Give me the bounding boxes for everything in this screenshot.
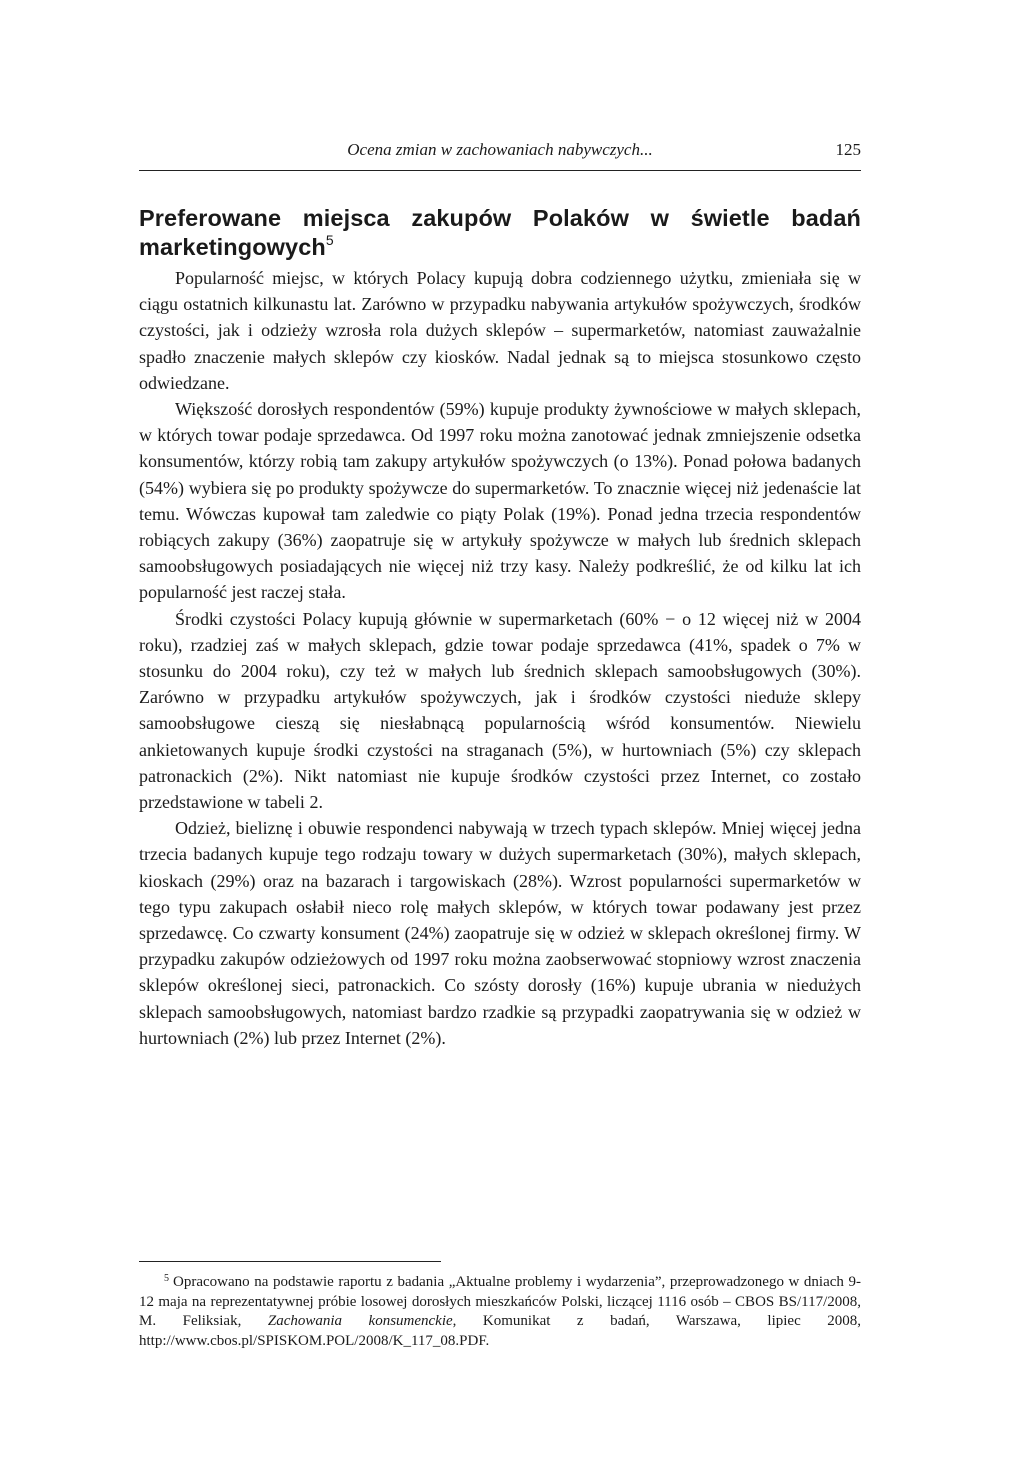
running-header [139, 140, 861, 171]
section-title: Preferowane miejsca zakupów Polaków w świetle badań marketingowych [139, 205, 861, 260]
footnote-text-before: Opracowano na podstawie raportu z badania „Aktualne problemy i wydarzenia”, przeprowadzonego w dniach 9-12 maja na reprezentatywnej próbie losowej dorosłych mieszkańców Polski, liczącej 1116 osób – CBOS BS/117/2008, M. Feliksiak, [139, 1274, 861, 1329]
paragraph: Odzież, bieliznę i obuwie respondenci nabywają w trzech typach sklepów. Mniej więcej jedna trzecia badanych kupuje tego rodzaju towary w dużych supermarketach (30%), małych sklepach, kioskach (29%) oraz na bazarach i targowiskach (28%). Wzrost popularności supermarketów w tego typu zakupach osłabił nieco rolę małych sklepów, w których towar podawany jest przez sprzedawcę. Co czwarty konsument (24%) zaopatruje się w odzież w sklepach określonej firmy. W przypadku zakupów odzieżowych od 1997 roku można zaobserwować stopniowy wzrost znaczenia sklepów określonej sieci, patronackich. Co szósty dorosły (16%) kupuje ubrania w niedużych sklepach samoobsługowych, natomiast bardzo rzadkie są przypadki zaopatrywania się w odzież w hurtowniach (2%) lub przez Internet (2%). [139, 818, 861, 1048]
body-text [139, 265, 861, 1051]
footnote-number: 5 [164, 1273, 169, 1284]
page-number: 125 [835, 140, 861, 159]
footnote-reference: 5 [325, 232, 334, 248]
paragraph: Środki czystości Polacy kupują głównie w supermarketach (60% − o 12 więcej niż w 2004 roku), rzadziej zaś w małych sklepach, gdzie towar podaje sprzedawca (41%, spadek o 7% w stosunku do 2004 roku), czy też w małych lub średnich sklepach samoobsługowych (30%). Zarówno w przypadku artykułów spożywczych, jak i środków czystości nieduże sklepy samoobsługowe cieszą się niesłabnącą popularnością wśród konsumentów. Niewielu ankietowanych kupuje środki czystości na straganach (5%), w hurtowniach (5%) czy sklepach patronackich (2%). Nikt natomiast nie kupuje środków czystości przez Internet, co zostało przedstawione w tabeli 2. [139, 608, 861, 813]
footnote-title: Zachowania konsumenckie [267, 1313, 453, 1329]
footnote-separator [139, 1261, 441, 1262]
paragraph: Większość dorosłych respondentów (59%) kupuje produkty żywnościowe w małych sklepach, w których towar podaje sprzedawca. Od 1997 roku można zanotować jednak zmniejszenie odsetka konsumentów, którzy robią tam zakupy artykułów spożywczych (o 13%). Ponad połowa badanych (54%) wybiera się po produkty spożywcze do supermarketów. To znacznie więcej niż jedenaście lat temu. Wówczas kupował tam zaledwie co piąty Polak (19%). Ponad jedna trzecia respondentów robiących zakupy (36%) zaopatruje się w artykuły spożywcze w małych lub średnich sklepach samoobsługowych posiadających nie więcej niż trzy kasy. Należy podkreślić, że od kilku lat ich popularność jest raczej stała. [139, 399, 861, 603]
footnote-marker [139, 1273, 173, 1293]
footnote-text-after: , Komunikat z badań, Warszawa, lipiec 2008, http://www.cbos.pl/SPISKOM.POL/2008/K_117_08.PDF. [139, 1313, 861, 1349]
footnote [139, 1273, 861, 1351]
paragraph: Popularność miejsc, w których Polacy kupują dobra codziennego użytku, zmieniała się w ciągu ostatnich kilkunastu lat. Zarówno w przypadku nabywania artykułów spożywczych, środków czystości, jak i odzieży wzrosła rola dużych sklepów – supermarketów, natomiast zauważalnie spadło znaczenie małych sklepów czy kiosków. Nadal jednak są to miejsca stosunkowo często odwiedzane. [139, 268, 861, 393]
running-title: Ocena zmian w zachowaniach nabywczych... [347, 140, 653, 159]
section-heading [139, 204, 861, 262]
